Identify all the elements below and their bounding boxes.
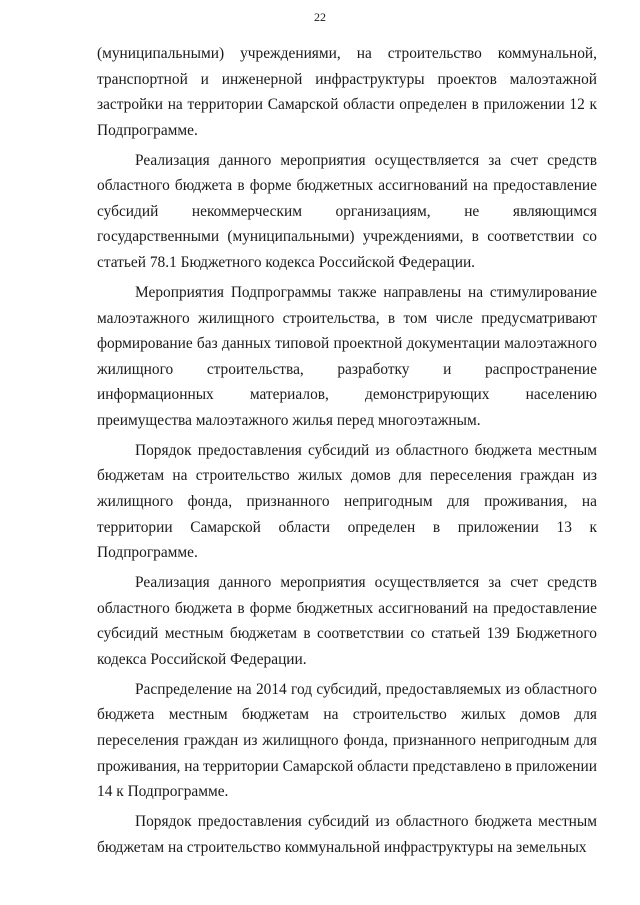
paragraph-utility-infrastructure-procedure: Порядок предоставления субсидий из областного бюджета местным бюджетам на строительство коммунальной инфраструктуры на земельных xyxy=(97,813,597,856)
paragraph-funding-local-budgets: Реализация данного мероприятия осуществляется за счет средств областного бюджета в форме бюджетных ассигнований на предоставление субсидий местным бюджетам в соответствии со статьей 139 Бюджетного кодекса Российской Федерации. xyxy=(97,574,597,668)
paragraph-resettlement-subsidy-procedure: Порядок предоставления субсидий из областного бюджета местным бюджетам на строительство жилых домов для переселения граждан из жилищного фонда, признанного непригодным для проживания, на территории Самарской области определен в приложении 13 к Подпрограмме. xyxy=(97,441,597,562)
paragraph-2014-distribution: Распределение на 2014 год субсидий, предоставляемых из областного бюджета местным бюджетам на строительство жилых домов для переселения граждан из жилищного фонда, признанного непригодным для проживания, на территории Самарской области представлено в приложении 14 к Подпрограмме. xyxy=(97,680,598,801)
paragraph-low-rise-stimulation: Мероприятия Подпрограммы также направлены на стимулирование малоэтажного жилищного строительства, в том числе предусматривают формирование баз данных типовой проектной документации малоэтажного жилищного строительства, разработку и распространение информационных материалов, демонстрирующих населению преимущества малоэтажного жилья перед многоэтажным. xyxy=(97,283,597,429)
paragraph-continuation: (муниципальными) учреждениями, на строительство коммунальной, транспортной и инженерной инфраструктуры проектов малоэтажной застройки на территории Самарской области определен в приложении 12 к Подпрограмме. xyxy=(97,45,597,139)
document-body xyxy=(97,41,597,860)
page-number: 22 xyxy=(314,10,326,24)
paragraph-funding-nonprofit-subsidies: Реализация данного мероприятия осуществляется за счет средств областного бюджета в форме бюджетных ассигнований на предоставление субсидий некоммерческим организациям, не являющимся государственными (муниципальными) учреждениями, в соответствии со статьей 78.1 Бюджетного кодекса Российской Федерации. xyxy=(97,151,597,272)
